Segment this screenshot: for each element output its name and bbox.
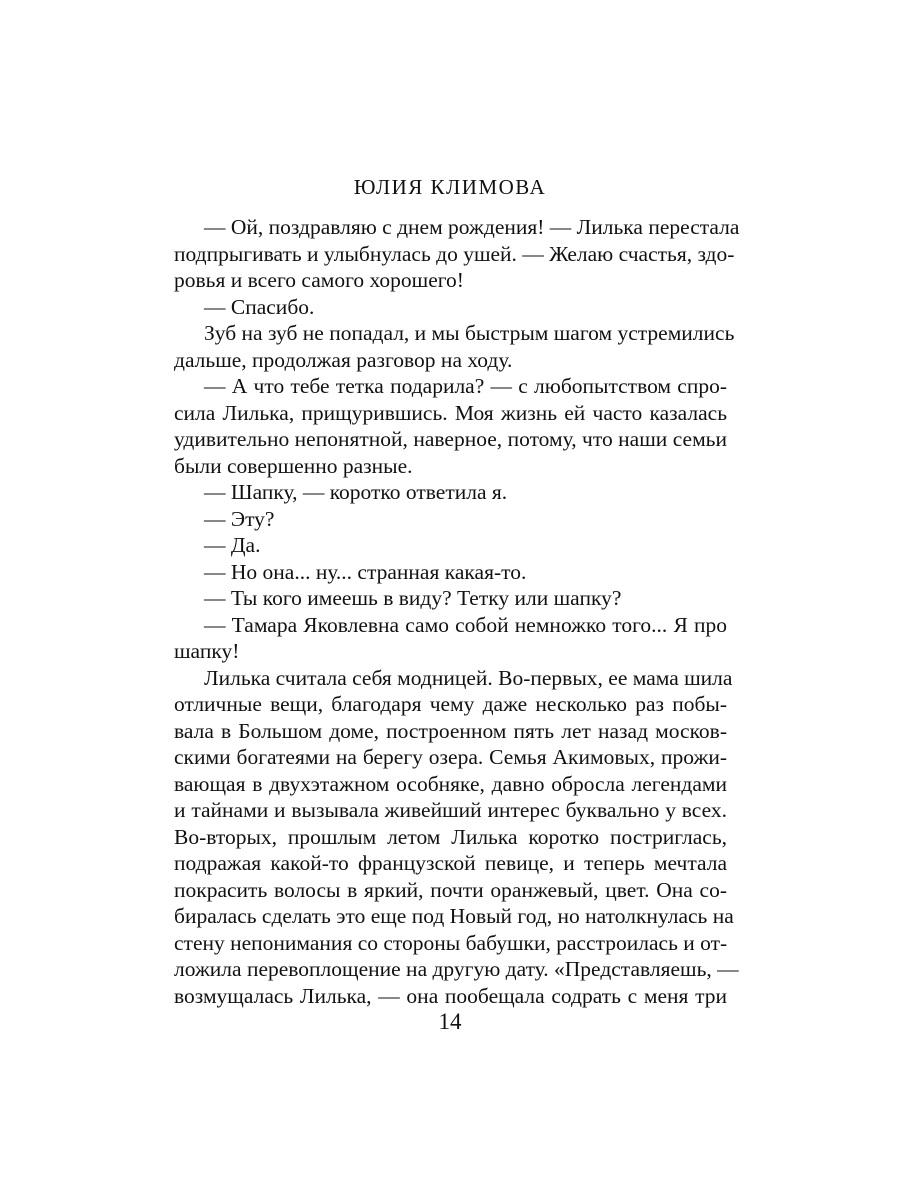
- text-line: отличные вещи, благодаря чему даже несколько раз побы-: [174, 692, 727, 716]
- text-line: вала в Большом доме, построенном пять лет назад москов-: [174, 718, 727, 743]
- text-line: Лилька считала себя модницей. Во-первых, ее мама шила: [204, 665, 733, 690]
- text-line: — Эту?: [204, 506, 275, 531]
- text-line: были совершенно разные.: [174, 453, 413, 478]
- text-line: Во-вторых, прошлым летом Лилька коротко постриглась,: [174, 824, 727, 849]
- text-line: покрасить волосы в яркий, почти оранжевый, цвет. Она со-: [174, 877, 727, 902]
- text-line: шапку!: [174, 639, 240, 663]
- text-line: биралась сделать это еще под Новый год, но натолкнулась на: [174, 904, 734, 928]
- body-text: [174, 214, 740, 1009]
- text-line: и тайнами и вызывала живейший интерес буквально у всех.: [174, 798, 727, 822]
- text-line: — Спасибо.: [204, 294, 315, 319]
- text-line: сила Лилька, прищурившись. Моя жизнь ей часто казалась: [174, 400, 727, 425]
- running-title: ЮЛИЯ КЛИМОВА: [353, 175, 547, 199]
- text-line: ровья и всего самого хорошего!: [174, 268, 464, 292]
- text-line: — Но она... ну... странная какая-то.: [204, 559, 527, 584]
- text-line: — Тамара Яковлевна само собой немножко того... Я про: [204, 612, 727, 637]
- page-number: 14: [438, 1009, 462, 1034]
- text-line: — Шапку, — коротко ответила я.: [204, 480, 508, 504]
- text-line: Зуб на зуб не попадал, и мы быстрым шагом устремились: [204, 321, 735, 345]
- text-line: ложила перевоплощение на другую дату. «Представляешь, —: [174, 957, 739, 981]
- text-line: — А что тебе тетка подарила? — с любопытством спро-: [204, 374, 727, 398]
- text-line: — Да.: [204, 533, 261, 557]
- text-line: скими богатеями на берегу озера. Семья Акимовых, прожи-: [174, 745, 727, 769]
- text-line: удивительно непонятной, наверное, потому, что наши семьи: [174, 427, 727, 451]
- text-line: — Ты кого имеешь в виду? Тетку или шапку?: [204, 586, 622, 610]
- text-line: подражая какой-то французской певице, и теперь мечтала: [174, 851, 727, 875]
- text-line: стену непонимания со стороны бабушки, расстроилась и от-: [174, 930, 728, 955]
- text-line: вающая в двухэтажном особняке, давно обросла легендами: [174, 771, 727, 796]
- text-line: дальше, продолжая разговор на ходу.: [174, 347, 513, 372]
- text-line: подпрыгивать и улыбнулась до ушей. — Желаю счастья, здо-: [174, 241, 735, 266]
- text-line: — Ой, поздравляю с днем рождения! — Лилька перестала: [204, 215, 740, 239]
- text-line: возмущалась Лилька, — она пообещала содрать с меня три: [174, 983, 727, 1008]
